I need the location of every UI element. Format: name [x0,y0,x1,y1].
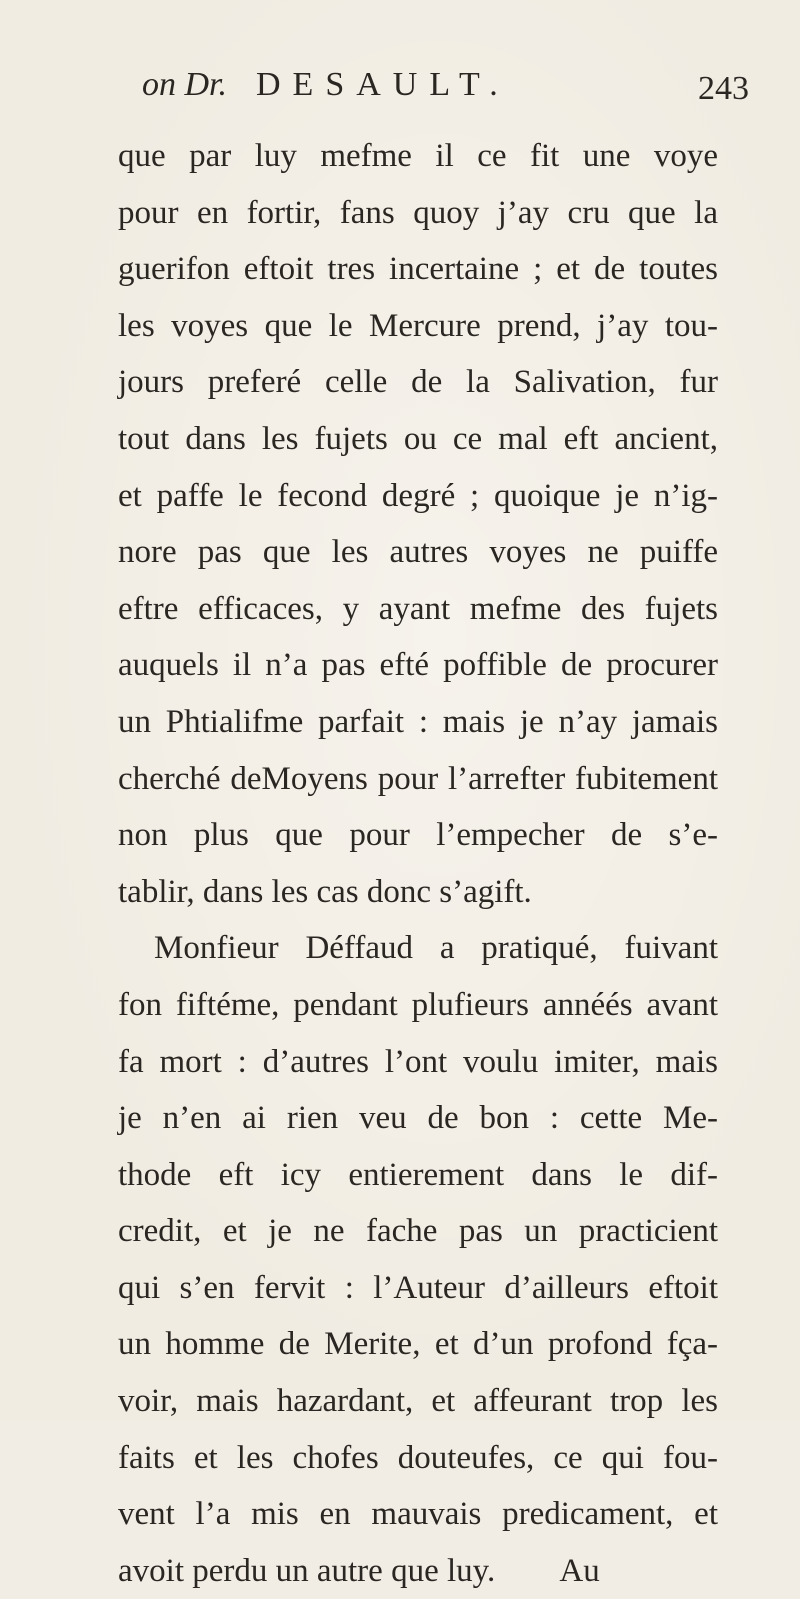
body-text [118,128,718,1599]
text-line: auquels il n’a pas efté poffible de procurer [118,647,718,684]
text-line: voir, mais hazardant, et affeurant trop les [118,1383,718,1420]
text-line: un Phtialifme parfait : mais je n’ay jamais [118,703,718,740]
text-line: que par luy mefme il ce fit une voye [118,138,718,174]
text-line: pour en fortir, fans quoy j’ay cru que la [118,194,718,231]
text-line: je n’en ai rien veu de bon : cette Me- [118,1100,718,1137]
text-line: non plus que pour l’empecher de s’e- [118,817,718,854]
text-line: avoit perdu un autre que luy. Au [118,1552,600,1589]
text-line: tablir, dans les cas donc s’agift. [118,873,532,910]
text-line: jours preferé celle de la Salivation, fur [118,364,718,401]
text-line: thode eft icy entierement dans le dif- [118,1156,718,1193]
text-line: credit, et je ne fache pas un practicient [118,1213,718,1250]
page-number: 243 [698,70,749,107]
text-line: fa mort : d’autres l’ont voulu imiter, mais [118,1043,718,1080]
text-line: guerifon eftoit tres incertaine ; et de toutes [118,251,718,288]
text-line: eftre efficaces, y ayant mefme des fujets [118,590,718,627]
text-line: nore pas que les autres voyes ne puiffe [118,534,718,571]
text-line: fon fiftéme, pendant plufieurs annéés avant [118,986,718,1023]
running-head-title: DESAULT. [256,66,510,103]
running-head-prefix: on Dr. [142,66,228,103]
text-line: vent l’a mis en mauvais predicament, et [118,1496,718,1533]
text-line: tout dans les fujets ou ce mal eft ancient, [118,420,718,457]
text-line: et paffe le fecond degré ; quoique je n’ig- [118,477,718,514]
text-line: un homme de Merite, et d’un profond fça- [118,1326,718,1363]
text-line: Monfieur Déffaud a pratiqué, fuivant [154,930,718,967]
text-line: qui s’en fervit : l’Auteur d’ailleurs eftoit [118,1269,718,1306]
text-line: faits et les chofes douteufes, ce qui fou- [118,1439,718,1476]
text-line: les voyes que le Mercure prend, j’ay tou- [118,307,718,344]
text-line: cherché deMoyens pour l’arrefter fubitement [118,760,718,797]
running-head [0,62,800,112]
